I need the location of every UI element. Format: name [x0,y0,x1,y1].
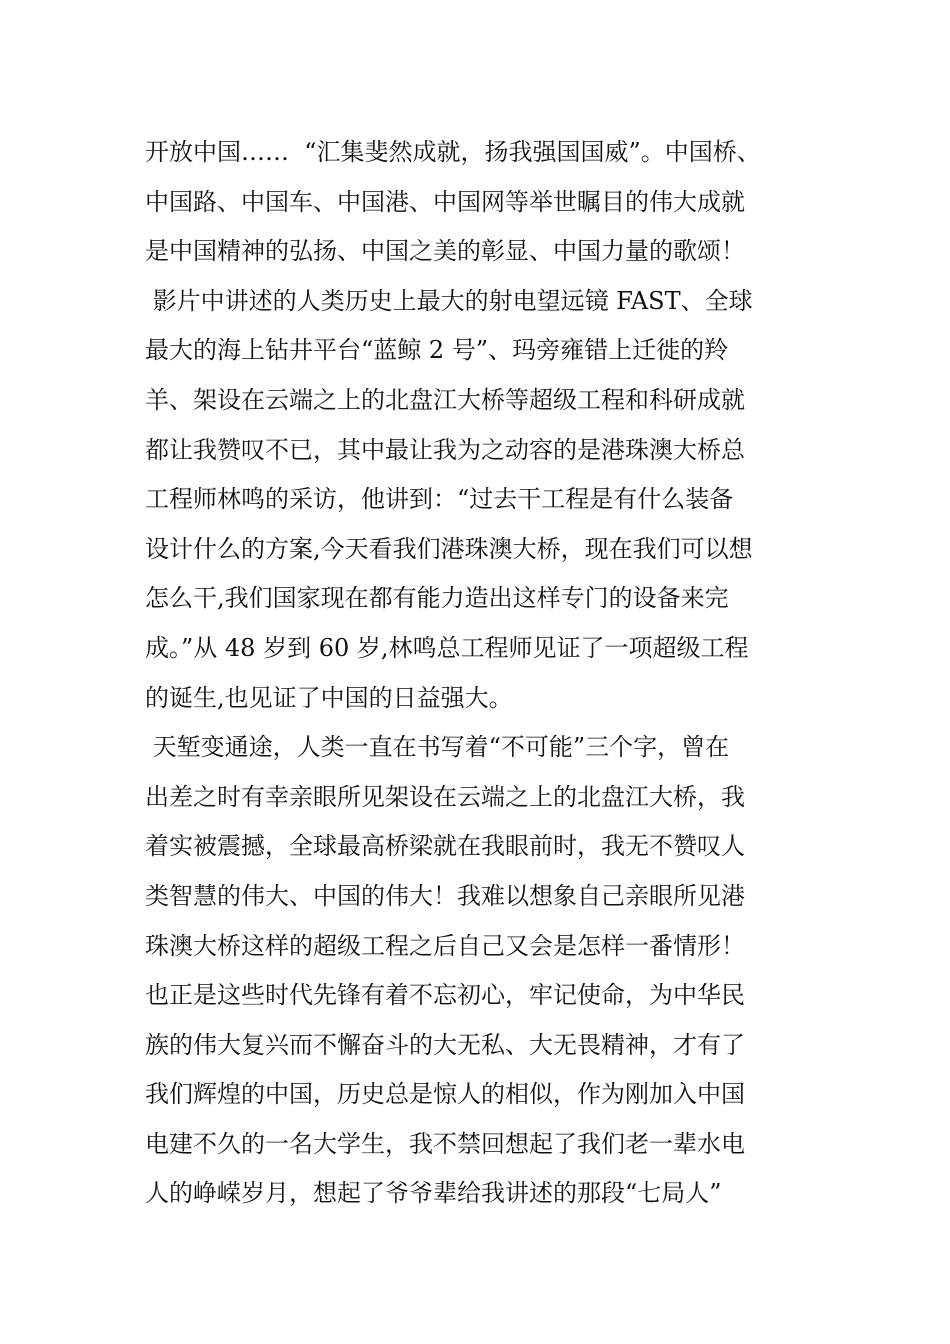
text-line: 最大的海上钻井平台“蓝鲸 2 号”、玛旁雍错上迁徙的羚 [145,336,729,365]
text-line: 也正是这些时代先锋有着不忘初心，牢记使命，为中华民 [145,981,745,1010]
text-line: 都让我赞叹不已，其中最让我为之动容的是港珠澳大桥总 [145,435,745,464]
text-line: 羊、架设在云端之上的北盘江大桥等超级工程和科研成就 [145,385,745,414]
text-line: 珠澳大桥这样的超级工程之后自己又会是怎样一番情形！ [145,931,745,960]
text-line: 天堑变通途，人类一直在书写着“不可能”三个字，曾在 [145,733,730,762]
text-line: 工程师林鸣的采访，他讲到：“过去干工程是有什么装备 [145,485,734,514]
text-line: 开放中国…… “汇集斐然成就，扬我强国国威”。中国桥、 [145,138,761,166]
text-line: 着实被震撼，全球最高桥梁就在我眼前时，我无不赞叹人 [145,832,745,861]
text-line: 是中国精神的弘扬、中国之美的彰显、中国力量的歌颂！ [145,237,745,266]
text-line: 人的峥嵘岁月，想起了爷爷辈给我讲述的那段“七局人” [145,1179,722,1208]
text-line: 影片中讲述的人类历史上最大的射电望远镜 FAST、全球 [145,286,753,315]
text-line: 设计什么的方案,今天看我们港珠澳大桥，现在我们可以想 [145,534,753,563]
text-line: 族的伟大复兴而不懈奋斗的大无私、大无畏精神，才有了 [145,1030,745,1059]
text-line: 电建不久的一名大学生，我不禁回想起了我们老一辈水电 [145,1129,745,1158]
text-line: 出差之时有幸亲眼所见架设在云端之上的北盘江大桥，我 [145,782,745,811]
text-line: 我们辉煌的中国，历史总是惊人的相似，作为刚加入中国 [145,1080,745,1109]
text-line: 中国路、中国车、中国港、中国网等举世瞩目的伟大成就 [145,187,745,216]
text-line: 怎么干,我们国家现在都有能力造出这样专门的设备来完 [145,584,729,613]
body-text [145,128,825,1219]
text-line: 的诞生,也见证了中国的日益强大。 [145,683,513,712]
text-line: 成。”从 48 岁到 60 岁,林鸣总工程师见证了一项超级工程 [145,633,749,662]
text-line: 类智慧的伟大、中国的伟大！我难以想象自己亲眼所见港 [145,881,745,910]
